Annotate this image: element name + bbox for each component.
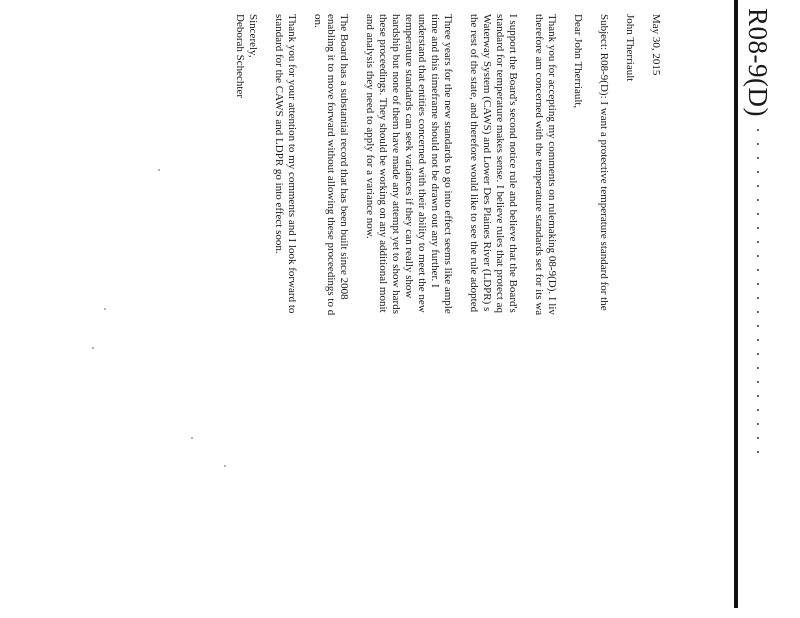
letter-date: May 30, 2015 — [650, 14, 662, 76]
scan-speck — [191, 437, 193, 439]
letter-salutation: Dear John Therriault, — [572, 14, 584, 109]
letter-signature: Deborah Schechter — [234, 14, 246, 98]
letter-paragraph: Thank you for your attention to my comments and I look forward to standard for the CAWS and LDPR go into effect soon. — [273, 14, 298, 314]
docket-code: R08-9(D) — [743, 8, 773, 117]
letter-paragraph: The Board has a substantial record that has been built since 2008 enabling it to move forward without allowing these proceedings to d on. — [312, 14, 350, 316]
scan-speck — [92, 347, 94, 349]
letter-paragraph: Three years for the new standards to go into effect seems like ample time and this timeframe should not be drawn out any further. I understand that entities concerned with their ability to meet the new temperature standards can seek variances if they can really show hardship but none of them have made any attempt yet to show hards these proceedings. They should be working on any additional monit and analysis they need to apply for a variance now. — [364, 14, 454, 314]
scan-speck — [158, 169, 160, 171]
letter-paragraph: I support the Board's second notice rule and believe that the Board's standard for temperature makes sense. I believe rules that protect aq Waterway System (CAWS) and Lower Des Plaines River (LDPR) s the rest of the state, and therefore would like to see the rule adopted — [468, 14, 519, 314]
letter-closing: Sincerely, — [247, 14, 259, 58]
letter-paragraph: Thank you for accepting my comments on rulemaking 08-9(D). I liv therefore am concerned with the temperature standards set for its wa — [533, 14, 558, 316]
scan-speck — [224, 465, 226, 467]
letter-body — [220, 14, 662, 614]
docket-header — [742, 8, 773, 117]
letter-subject: Subject: R08-9(D): I want a protective temperature standard for the — [598, 14, 610, 311]
header-rule — [734, 0, 738, 608]
docket-leader-dots: . . . . . . . . . . . . . . . . . . . . . . . . — [753, 128, 770, 457]
letter-recipient: John Therriault — [624, 14, 636, 82]
scan-speck — [104, 308, 106, 310]
